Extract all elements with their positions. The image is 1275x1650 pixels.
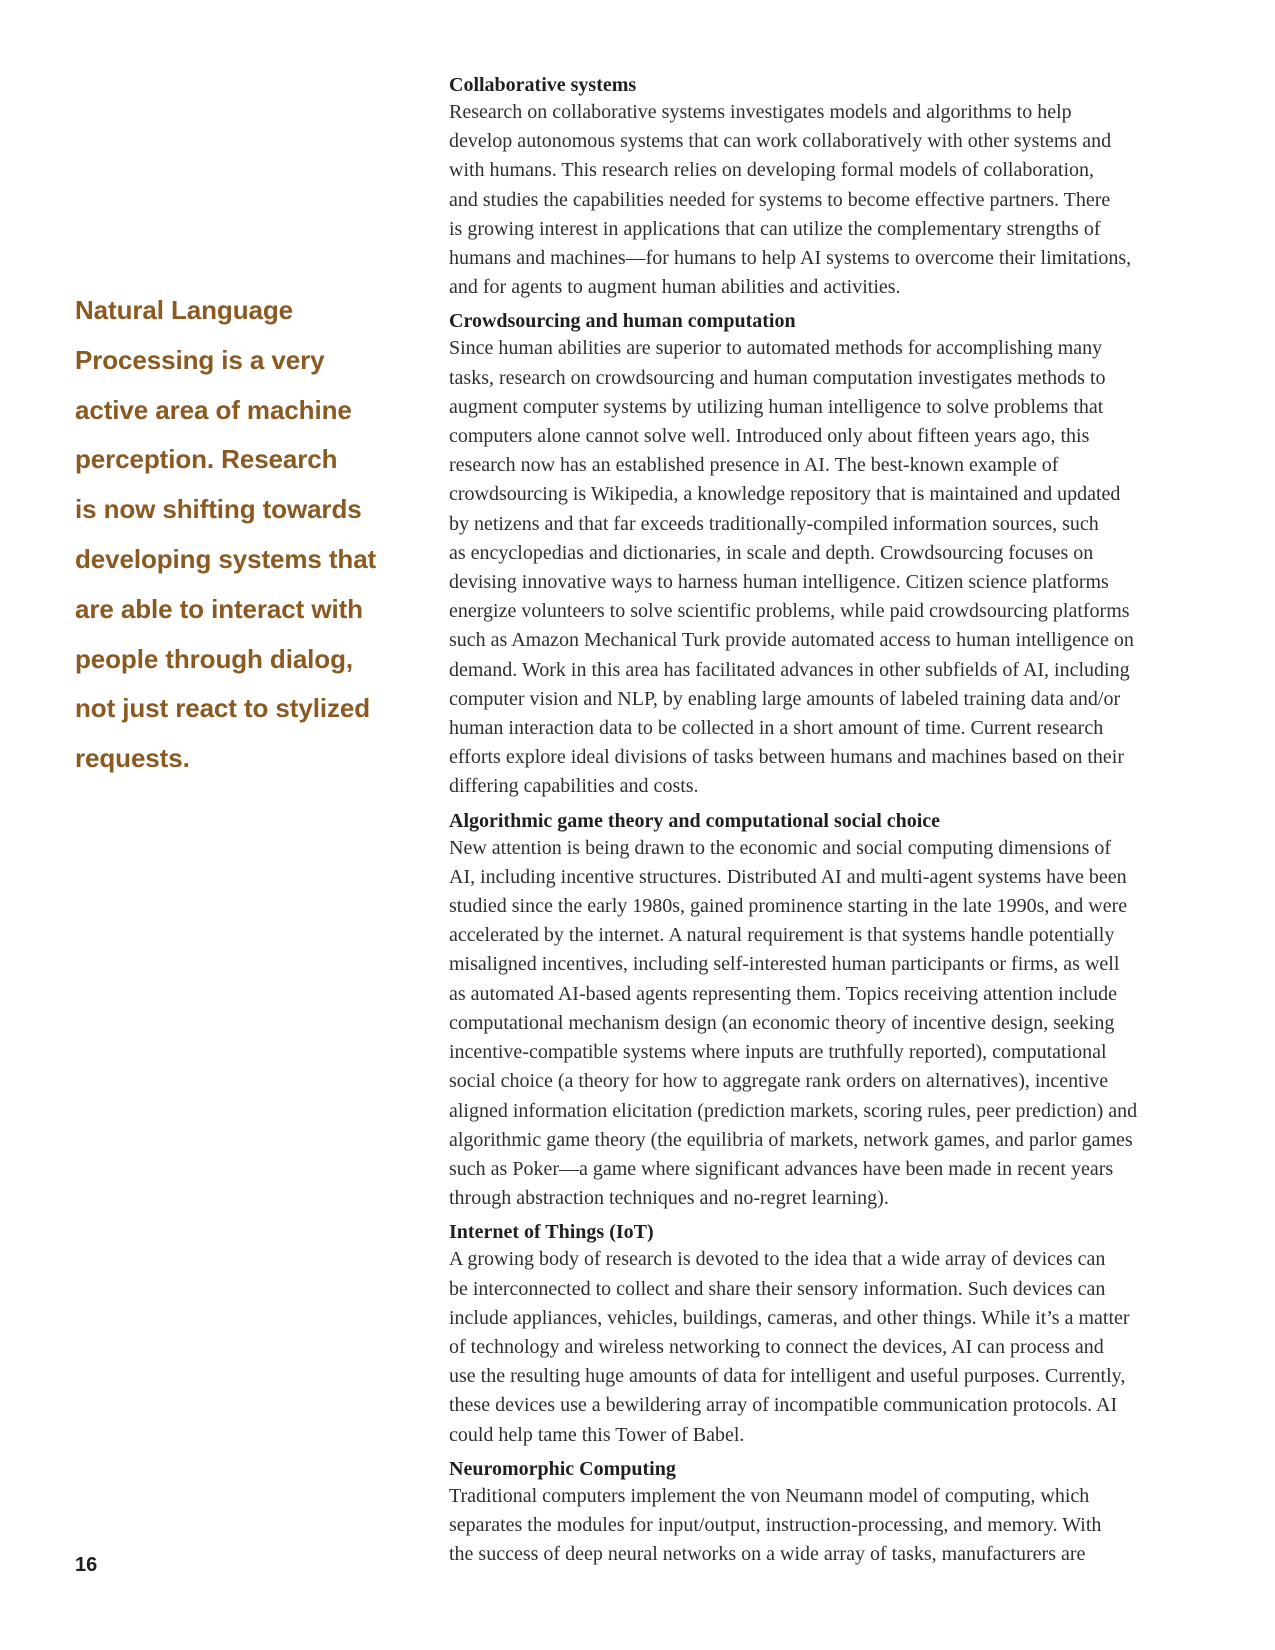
text-line: Research on collaborative systems investigates models and algorithms to help — [449, 101, 1072, 123]
text-line: computational mechanism design (an economic theory of incentive design, seeking — [449, 1011, 1115, 1034]
text-line: studied since the early 1980s, gained prominence starting in the late 1990s, and were — [449, 895, 1128, 918]
text-line: use the resulting huge amounts of data for intelligent and useful purposes. Currently, — [449, 1365, 1126, 1388]
pull-quote-line: Natural Language — [75, 295, 293, 325]
section-body — [449, 334, 1209, 801]
pull-quote-line: are able to interact with — [75, 593, 363, 624]
text-line: augment computer systems by utilizing human intelligence to solve problems that — [449, 395, 1104, 418]
pull-quote-line: not just react to stylized — [75, 693, 371, 724]
text-line: develop autonomous systems that can work collaboratively with other systems and — [449, 130, 1112, 153]
text-line: as encyclopedias and dictionaries, in scale and depth. Crowdsourcing focuses on — [449, 541, 1094, 564]
text-line: computer vision and NLP, by enabling large amounts of labeled training data and/or — [449, 687, 1121, 710]
text-line: the success of deep neural networks on a wide array of tasks, manufacturers are — [449, 1543, 1086, 1566]
text-line: and for agents to augment human abilities and activities. — [449, 276, 901, 299]
page-number: 16 — [75, 1554, 98, 1576]
text-line: by netizens and that far exceeds traditionally-compiled information sources, such — [449, 512, 1099, 535]
text-line: accelerated by the internet. A natural requirement is that systems handle potentially — [449, 924, 1115, 947]
text-line: crowdsourcing is Wikipedia, a knowledge repository that is maintained and updated — [449, 483, 1121, 506]
text-line: and studies the capabilities needed for systems to become effective partners. There — [449, 188, 1111, 211]
text-line: Since human abilities are superior to automated methods for accomplishing many — [449, 337, 1103, 360]
text-line: Traditional computers implement the von Neumann model of computing, which — [449, 1484, 1090, 1507]
section-heading: Internet of Things (IoT) — [449, 1221, 654, 1244]
text-line: devising innovative ways to harness human intelligence. Citizen science platforms — [449, 571, 1109, 594]
text-line: energize volunteers to solve scientific problems, while paid crowdsourcing platforms — [449, 600, 1130, 623]
text-line: such as Poker—a game where significant advances have been made in recent years — [449, 1157, 1114, 1180]
text-line: such as Amazon Mechanical Turk provide automated access to human intelligence on — [449, 629, 1134, 652]
text-line: misaligned incentives, including self-interested human participants or firms, as well — [449, 953, 1120, 976]
text-line: computers alone cannot solve well. Introduced only about fifteen years ago, this — [449, 425, 1090, 448]
text-line: with humans. This research relies on developing formal models of collaboration, — [449, 159, 1095, 182]
section-neuromorphic-computing — [449, 1456, 1209, 1570]
section-body — [449, 1245, 1209, 1449]
text-line: A growing body of research is devoted to the idea that a wide array of devices can — [449, 1248, 1106, 1271]
pull-quote-line: active area of machine — [75, 394, 352, 425]
text-line: algorithmic game theory (the equilibria of markets, network games, and parlor games — [449, 1128, 1133, 1151]
text-line: social choice (a theory for how to aggregate rank orders on alternatives), incentive — [449, 1070, 1109, 1093]
text-line: separates the modules for input/output, instruction-processing, and memory. With — [449, 1513, 1102, 1536]
text-line: through abstraction techniques and no-regret learning). — [449, 1187, 889, 1210]
section-body — [449, 834, 1209, 1214]
section-body — [449, 98, 1209, 302]
text-line: demand. Work in this area has facilitated advances in other subfields of AI, including — [449, 658, 1130, 681]
section-heading: Crowdsourcing and human computation — [449, 310, 796, 333]
section-collaborative-systems — [449, 72, 1209, 302]
text-line: include appliances, vehicles, buildings, cameras, and other things. While it’s a matter — [449, 1306, 1130, 1329]
text-line: human interaction data to be collected in a short amount of time. Current research — [449, 717, 1104, 740]
pull-quote — [75, 286, 395, 784]
text-line: aligned information elicitation (prediction markets, scoring rules, peer prediction) and — [449, 1099, 1138, 1122]
text-line: efforts explore ideal divisions of tasks between humans and machines based on their — [449, 746, 1125, 769]
pull-quote-line: requests. — [75, 743, 190, 774]
text-line: New attention is being drawn to the economic and social computing dimensions of — [449, 836, 1112, 859]
text-line: as automated AI-based agents representing them. Topics receiving attention include — [449, 982, 1118, 1005]
section-heading: Collaborative systems — [449, 74, 637, 96]
section-body — [449, 1482, 1209, 1570]
pull-quote-line: perception. Research — [75, 444, 338, 475]
text-line: differing capabilities and costs. — [449, 775, 699, 798]
pull-quote-line: Processing is a very — [75, 344, 325, 375]
text-line: is growing interest in applications that can utilize the complementary strengths of — [449, 217, 1101, 240]
section-internet-of-things — [449, 1219, 1209, 1449]
text-line: be interconnected to collect and share their sensory information. Such devices can — [449, 1277, 1106, 1300]
section-heading: Neuromorphic Computing — [449, 1457, 676, 1480]
text-line: AI, including incentive structures. Distributed AI and multi-agent systems have been — [449, 865, 1127, 888]
section-algorithmic-game-theory — [449, 808, 1209, 1214]
text-line: could help tame this Tower of Babel. — [449, 1423, 745, 1446]
section-crowdsourcing — [449, 308, 1209, 801]
pull-quote-line: developing systems that — [75, 543, 377, 574]
text-line: humans and machines—for humans to help AI systems to overcome their limitations, — [449, 247, 1132, 270]
text-line: of technology and wireless networking to connect the devices, AI can process and — [449, 1335, 1104, 1358]
pull-quote-line: is now shifting towards — [75, 494, 362, 525]
pull-quote-line: people through dialog, — [75, 643, 353, 674]
body-column — [449, 72, 1209, 1575]
text-line: research now has an established presence in AI. The best-known example of — [449, 454, 1059, 477]
text-line: these devices use a bewildering array of incompatible communication protocols. AI — [449, 1394, 1118, 1417]
text-line: incentive-compatible systems where inputs are truthfully reported), computational — [449, 1041, 1107, 1064]
text-line: tasks, research on crowdsourcing and human computation investigates methods to — [449, 366, 1106, 389]
section-heading: Algorithmic game theory and computational social choice — [449, 809, 941, 832]
